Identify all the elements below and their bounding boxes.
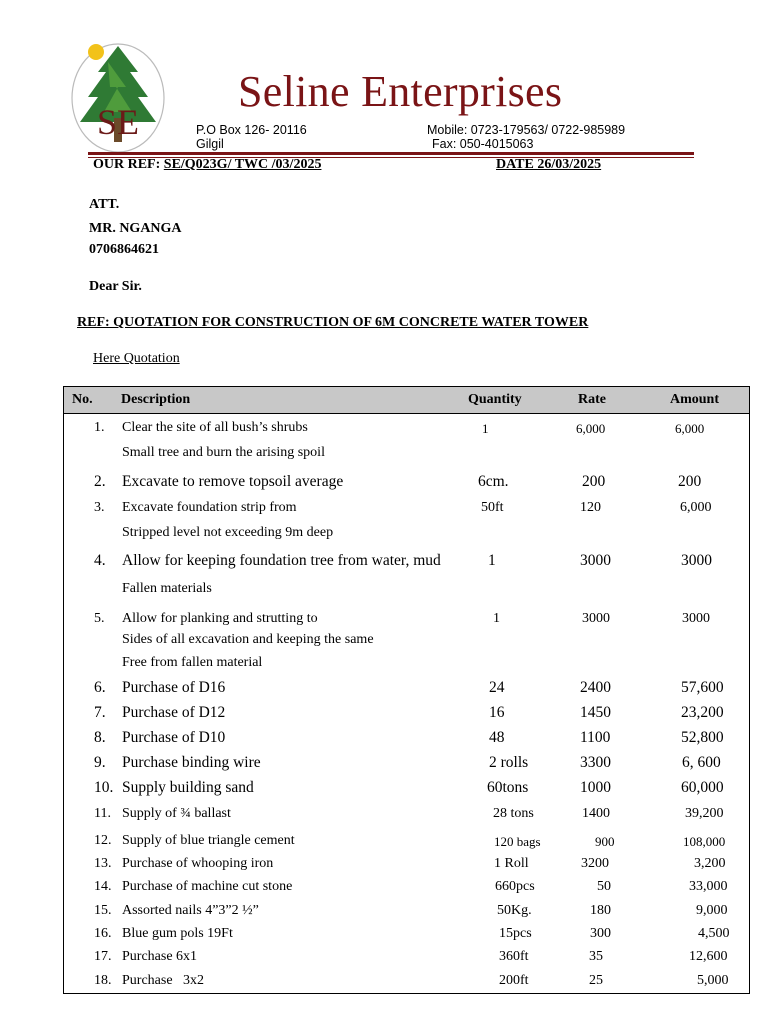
row-amount: 4,500 xyxy=(698,926,730,941)
row-no: 2. xyxy=(94,473,106,490)
row-amount: 60,000 xyxy=(681,779,724,796)
row-no: 17. xyxy=(94,949,112,964)
att-label: ATT. xyxy=(89,197,120,212)
row-desc: Allow for keeping foundation tree from water, mud xyxy=(122,552,441,569)
row-amount: 3000 xyxy=(681,552,712,569)
town: Gilgil xyxy=(196,137,224,151)
row-rate: 1000 xyxy=(580,779,611,796)
row-amount: 6,000 xyxy=(680,500,712,515)
row-qty: 15pcs xyxy=(499,926,532,941)
col-amount: Amount xyxy=(670,392,720,407)
row-desc: Allow for planking and strutting to xyxy=(122,611,318,626)
row-desc: Supply building sand xyxy=(122,779,254,796)
row-rate: 35 xyxy=(589,949,603,964)
row-qty: 60tons xyxy=(487,779,529,796)
row-no: 9. xyxy=(94,754,106,771)
row-rate: 25 xyxy=(589,973,603,988)
row-no: 15. xyxy=(94,903,112,918)
row-desc: Excavate foundation strip from xyxy=(122,500,297,515)
row-qty: 28 tons xyxy=(493,806,534,821)
row-no: 5. xyxy=(94,611,105,626)
row-no: 1. xyxy=(94,420,105,435)
company-logo xyxy=(68,42,168,154)
row-amount: 12,600 xyxy=(689,949,728,964)
row-desc-cont: Small tree and burn the arising spoil xyxy=(122,445,325,460)
row-amount: 108,000 xyxy=(683,834,726,849)
row-no: 8. xyxy=(94,729,106,746)
row-amount: 57,600 xyxy=(681,679,724,696)
row-desc: Excavate to remove topsoil average xyxy=(122,473,344,490)
row-desc: Purchase of machine cut stone xyxy=(122,879,293,894)
row-qty: 50Kg. xyxy=(497,903,532,918)
row-desc: Purchase 6x1 xyxy=(122,949,198,964)
row-desc-cont: Fallen materials xyxy=(122,581,212,596)
row-rate: 3300 xyxy=(580,754,611,771)
row-rate: 1450 xyxy=(580,704,611,721)
row-qty: 1 xyxy=(482,421,489,436)
row-desc: Purchase of D10 xyxy=(122,729,226,746)
row-rate: 200 xyxy=(582,473,606,490)
row-desc: Purchase of D12 xyxy=(122,704,226,721)
row-desc: Blue gum pols 19Ft xyxy=(122,926,233,941)
recipient-phone: 0706864621 xyxy=(89,242,159,257)
row-no: 13. xyxy=(94,856,112,871)
row-rate: 120 xyxy=(580,500,601,515)
row-rate: 50 xyxy=(597,879,611,894)
row-rate: 3200 xyxy=(581,856,609,871)
salutation: Dear Sir. xyxy=(89,279,142,294)
row-qty: 1 xyxy=(493,611,500,626)
sun-icon xyxy=(88,44,104,60)
fax: Fax: 050-4015063 xyxy=(432,137,534,151)
row-desc: Purchase of whooping iron xyxy=(122,856,274,871)
row-amount: 9,000 xyxy=(696,903,728,918)
row-rate: 2400 xyxy=(580,679,611,696)
row-amount: 23,200 xyxy=(681,704,724,721)
mobile: Mobile: 0723-179563/ 0722-985989 xyxy=(427,123,626,137)
row-no: 7. xyxy=(94,704,106,721)
row-qty: 48 xyxy=(489,729,505,746)
row-rate: 3000 xyxy=(580,552,611,569)
row-no: 16. xyxy=(94,926,112,941)
row-desc: Assorted nails 4”3”2 ½” xyxy=(122,903,259,918)
row-rate: 3000 xyxy=(582,611,610,626)
col-rate: Rate xyxy=(578,392,606,407)
row-no: 12. xyxy=(94,833,112,848)
row-rate: 1100 xyxy=(580,729,611,746)
row-amount: 3000 xyxy=(682,611,710,626)
row-qty: 16 xyxy=(489,704,505,721)
row-amount: 39,200 xyxy=(685,806,724,821)
row-rate: 300 xyxy=(590,926,611,941)
row-no: 6. xyxy=(94,679,106,696)
row-desc: Clear the site of all bush’s shrubs xyxy=(122,420,308,435)
row-qty: 120 bags xyxy=(494,834,541,849)
row-no: 3. xyxy=(94,500,105,515)
row-rate: 180 xyxy=(590,903,611,918)
col-description: Description xyxy=(121,392,191,407)
row-qty: 200ft xyxy=(499,973,529,988)
row-amount: 33,000 xyxy=(689,879,728,894)
row-no: 18. xyxy=(94,973,112,988)
letter-date: DATE 26/03/2025 xyxy=(496,157,602,172)
header-rule xyxy=(88,152,694,155)
row-desc: Supply of blue triangle cement xyxy=(122,833,295,848)
row-qty: 6cm. xyxy=(478,473,509,490)
row-qty: 660pcs xyxy=(495,879,535,894)
col-no: No. xyxy=(72,392,93,407)
row-qty: 360ft xyxy=(499,949,529,964)
row-amount: 3,200 xyxy=(694,856,726,871)
col-quantity: Quantity xyxy=(468,392,522,407)
row-amount: 200 xyxy=(678,473,702,490)
row-amount: 5,000 xyxy=(697,973,729,988)
row-rate: 6,000 xyxy=(576,421,606,436)
row-no: 4. xyxy=(94,552,106,569)
row-desc-cont: Free from fallen material xyxy=(122,655,263,670)
row-desc: Purchase 3x2 xyxy=(122,973,205,988)
recipient-name: MR. NGANGA xyxy=(89,221,182,236)
subject-line: REF: QUOTATION FOR CONSTRUCTION OF 6M CONCRETE WATER TOWER xyxy=(77,315,589,330)
row-desc: Purchase of D16 xyxy=(122,679,226,696)
po-box: P.O Box 126- 20116 xyxy=(196,123,307,137)
our-ref: OUR REF: SE/Q023G/ TWC /03/2025 xyxy=(93,157,322,172)
row-rate: 900 xyxy=(595,834,615,849)
row-qty: 2 rolls xyxy=(489,754,529,771)
row-qty: 1 Roll xyxy=(494,856,529,871)
row-desc: Purchase binding wire xyxy=(122,754,261,771)
row-no: 11. xyxy=(94,806,111,821)
company-name: Seline Enterprises xyxy=(238,67,563,116)
row-no: 14. xyxy=(94,879,112,894)
intro-line: Here Quotation xyxy=(93,351,180,366)
row-amount: 6, 600 xyxy=(682,754,721,771)
row-desc-cont: Sides of all excavation and keeping the same xyxy=(122,632,374,647)
row-amount: 6,000 xyxy=(675,421,705,436)
row-amount: 52,800 xyxy=(681,729,724,746)
row-qty: 50ft xyxy=(481,500,504,515)
row-qty: 24 xyxy=(489,679,505,696)
row-desc-cont: Stripped level not exceeding 9m deep xyxy=(122,525,334,540)
row-no: 10. xyxy=(94,779,114,796)
svg-text:SE: SE xyxy=(96,102,140,142)
row-qty: 1 xyxy=(488,552,496,569)
row-rate: 1400 xyxy=(582,806,610,821)
row-desc: Supply of ¾ ballast xyxy=(122,806,231,821)
